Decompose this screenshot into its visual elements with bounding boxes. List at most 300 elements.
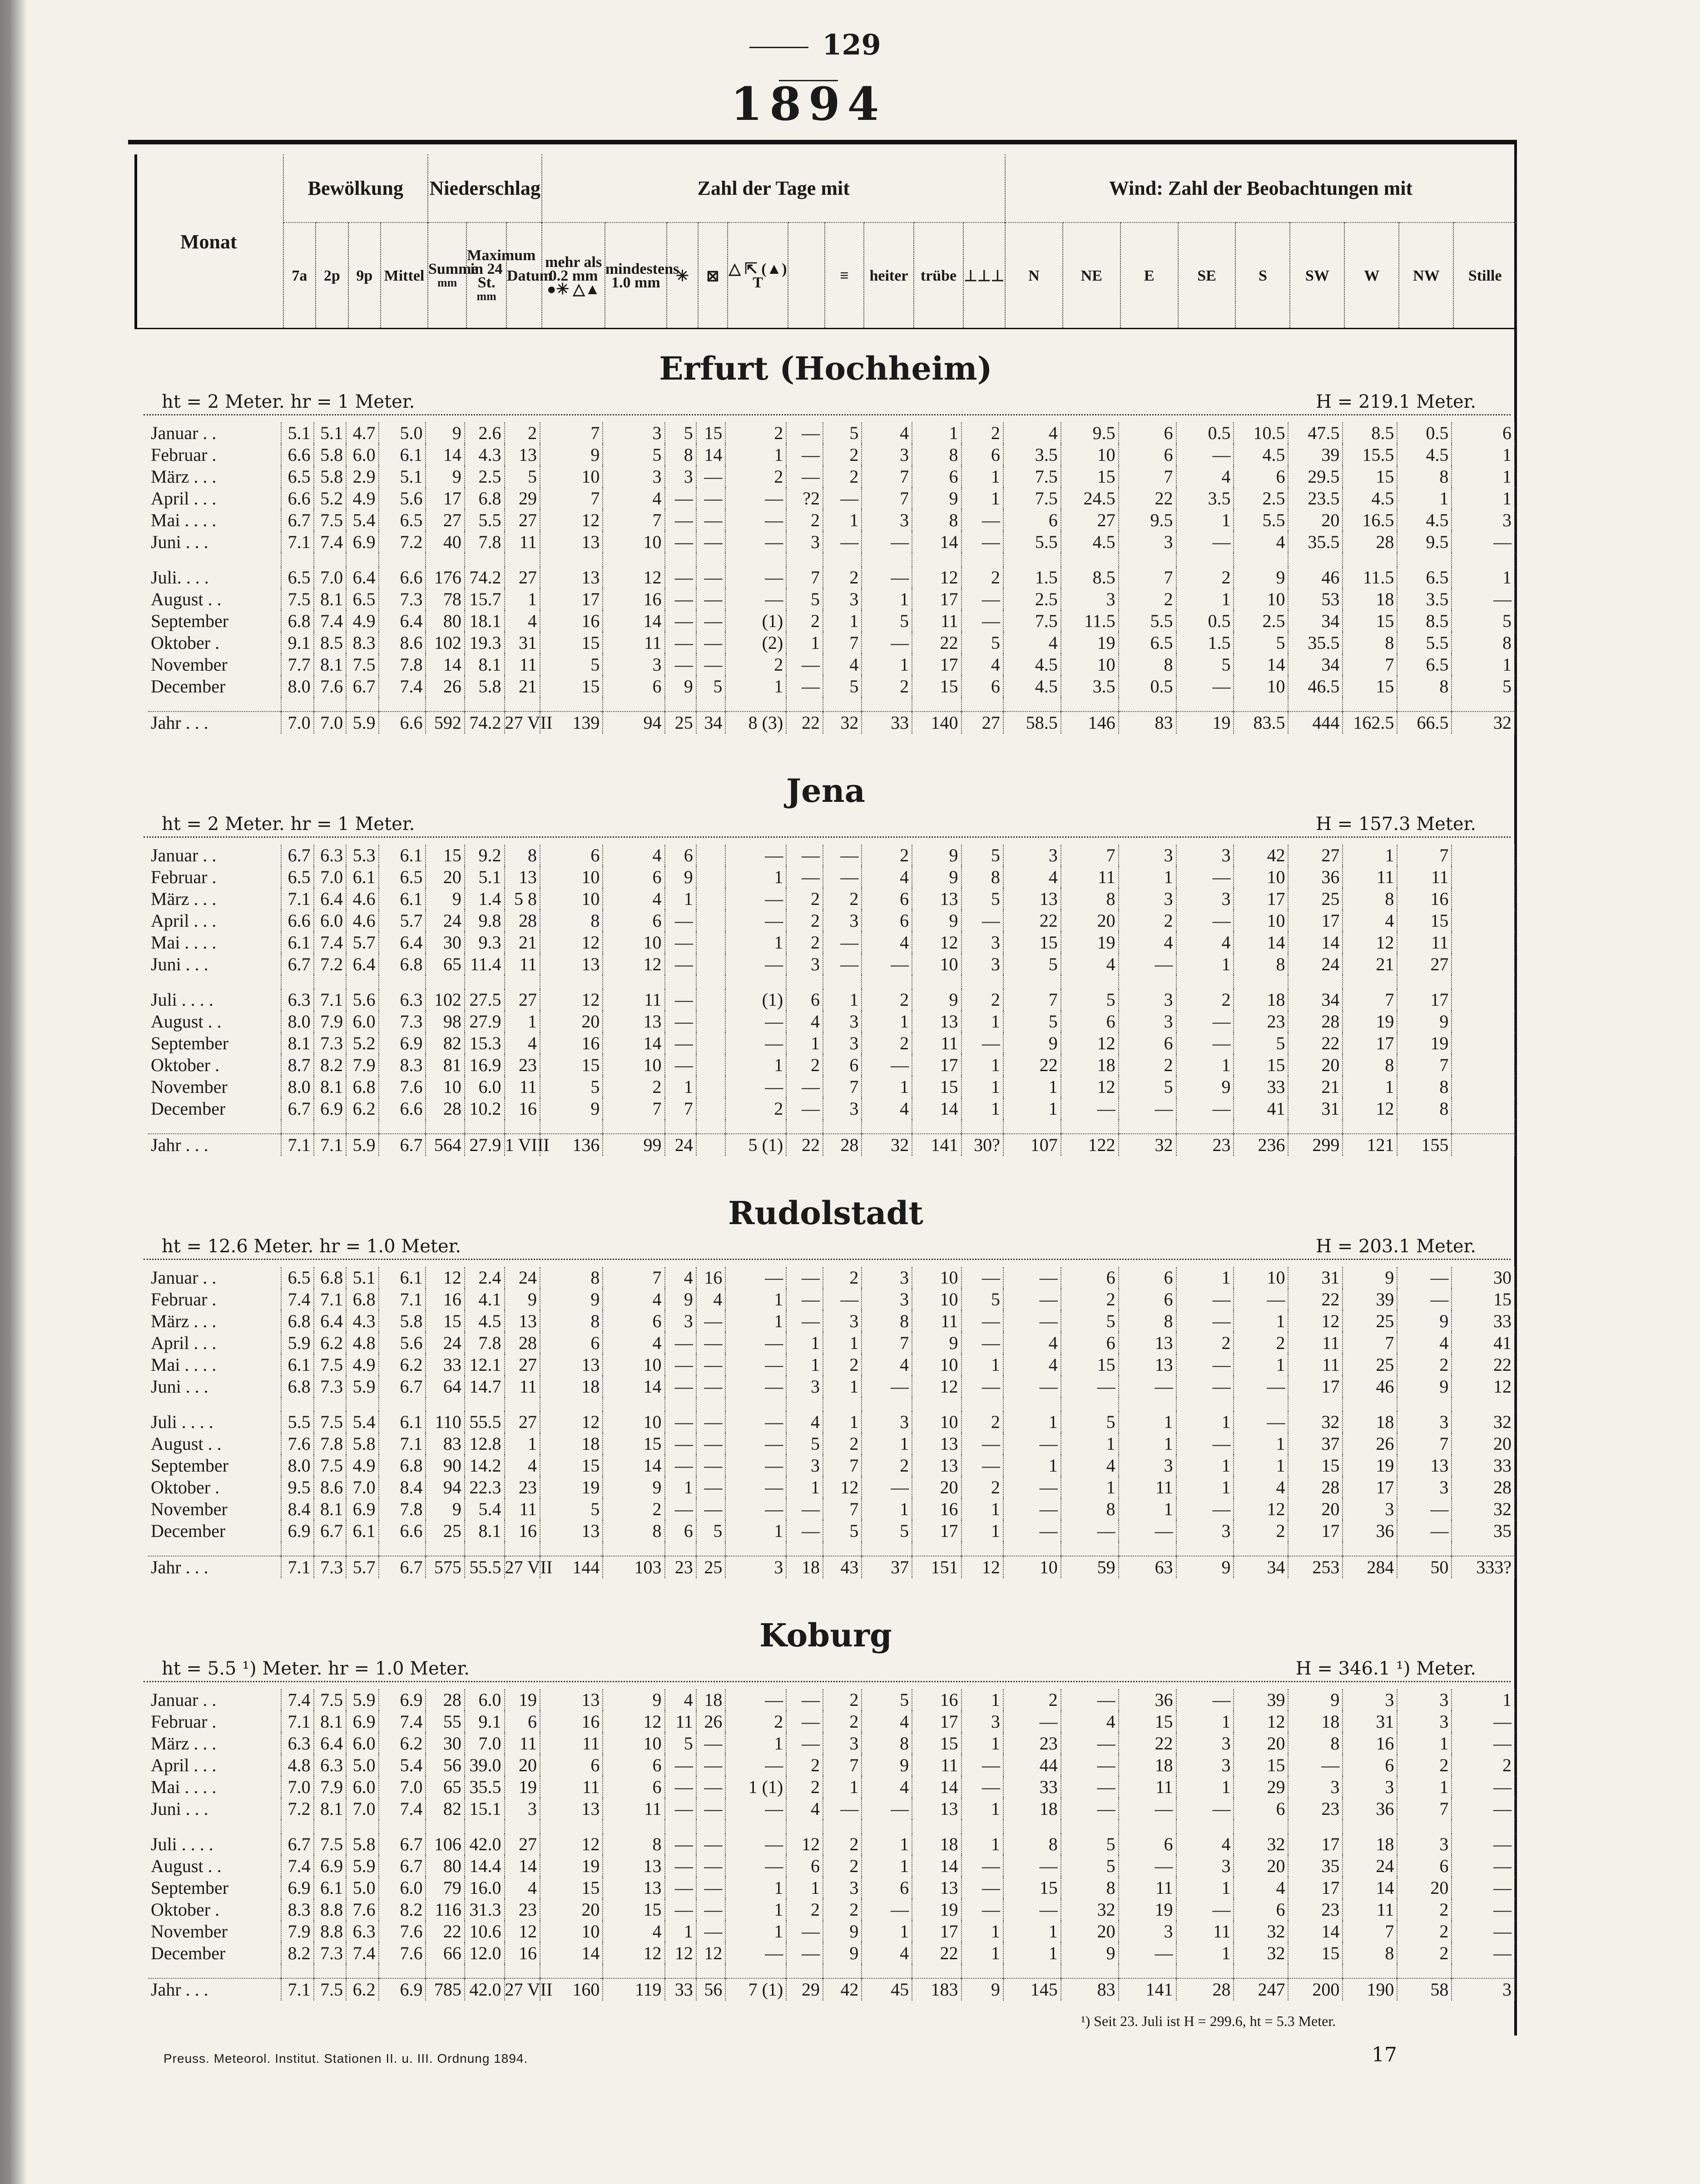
table-cell: 160 xyxy=(540,1978,603,2001)
table-cell: 30 xyxy=(426,932,464,954)
table-cell: 7.6 xyxy=(346,1899,379,1921)
table-cell: 17 xyxy=(1288,1520,1343,1542)
table-cell xyxy=(1288,1542,1343,1556)
table-cell xyxy=(912,1120,961,1134)
table-cell: 8 xyxy=(1343,632,1397,654)
table-row xyxy=(148,1776,1515,1798)
table-cell: 7.3 xyxy=(379,1011,426,1033)
table-cell: 2 xyxy=(786,888,823,910)
table-cell: 1 xyxy=(1061,1477,1119,1498)
table-cell: 9.2 xyxy=(465,845,505,866)
table-cell: 5 xyxy=(1061,989,1119,1011)
table-cell: 63 xyxy=(1119,1556,1176,1578)
table-cell: 6.7 xyxy=(379,1376,426,1398)
table-cell: 5 xyxy=(962,632,1003,654)
table-cell: 28 xyxy=(505,1332,540,1354)
table-cell: 13 xyxy=(603,1011,664,1033)
table-cell: 1 xyxy=(1176,1455,1234,1477)
col-mindestens-10: mindestens 1.0 mm xyxy=(605,222,667,329)
table-cell: 4 xyxy=(1176,932,1234,954)
table-cell: — xyxy=(962,1376,1003,1398)
table-cell: 10 xyxy=(1003,1556,1061,1578)
table-cell: 5 xyxy=(1061,1833,1119,1855)
table-cell: 3 xyxy=(1176,1754,1234,1776)
table-cell: 6.8 xyxy=(379,1455,426,1477)
table-cell xyxy=(314,1398,347,1411)
table-cell: 6 xyxy=(1397,1855,1452,1877)
table-cell: — xyxy=(725,509,786,531)
table-cell xyxy=(379,553,426,567)
table-cell: 7 xyxy=(1119,567,1176,588)
table-cell: — xyxy=(823,954,862,975)
table-cell: 7.4 xyxy=(281,1855,314,1877)
table-cell: 58.5 xyxy=(1003,712,1061,734)
table-cell: 1 xyxy=(1003,1076,1061,1098)
table-cell: 4 xyxy=(862,422,912,444)
table-cell: 15 xyxy=(1343,466,1397,488)
table-cell: 6.5 xyxy=(1119,632,1176,654)
table-cell: 9 xyxy=(426,422,464,444)
table-cell: 16 xyxy=(505,1098,540,1120)
table-cell: 32 xyxy=(1452,1498,1515,1520)
table-cell xyxy=(505,975,540,989)
table-cell: 3 xyxy=(725,1556,786,1578)
table-cell: 4 xyxy=(505,1877,540,1899)
table-cell: 6.3 xyxy=(314,1754,347,1776)
table-cell: 2 xyxy=(862,676,912,697)
table-cell xyxy=(696,1033,726,1054)
year-total-row xyxy=(148,1978,1515,2001)
table-cell: 5 xyxy=(1452,610,1515,632)
table-cell: 6.9 xyxy=(314,1098,347,1120)
table-cell xyxy=(665,975,696,989)
table-cell: 1 xyxy=(962,1921,1003,1942)
table-cell: — xyxy=(962,1899,1003,1921)
table-cell: 27 xyxy=(505,1411,540,1433)
table-cell xyxy=(1061,1542,1119,1556)
table-cell xyxy=(696,1054,726,1076)
table-cell: 4 xyxy=(603,1332,664,1354)
table-cell: 9 xyxy=(1288,1689,1343,1711)
table-cell: 8 xyxy=(1119,654,1176,676)
table-cell xyxy=(912,1964,961,1978)
table-cell: 23 xyxy=(505,1477,540,1498)
table-cell: 18 xyxy=(1234,989,1288,1011)
table-cell: 2 xyxy=(786,1054,823,1076)
table-cell xyxy=(1397,975,1452,989)
table-cell: — xyxy=(725,1855,786,1877)
table-cell: 33 xyxy=(426,1354,464,1376)
col-mehr-als-02: mehr als 0.2 mm ●✳ △▲ xyxy=(542,222,605,329)
table-cell: 11 xyxy=(1176,1921,1234,1942)
table-cell: 81 xyxy=(426,1054,464,1076)
table-cell: 37 xyxy=(862,1556,912,1578)
table-cell: 6 xyxy=(912,466,961,488)
table-cell: 4.5 xyxy=(1397,509,1452,531)
table-cell: 1 xyxy=(505,588,540,610)
table-cell: 8 (3) xyxy=(725,712,786,734)
table-cell: 2 xyxy=(725,1711,786,1733)
table-cell: 6.4 xyxy=(314,888,347,910)
table-cell: 3 xyxy=(1119,888,1176,910)
table-cell: 2 xyxy=(505,422,540,444)
table-cell: 5 xyxy=(862,610,912,632)
table-cell: — xyxy=(696,488,726,509)
table-cell: 5.1 xyxy=(314,422,347,444)
table-cell: 34 xyxy=(1234,1556,1288,1578)
table-cell: 12 xyxy=(1288,1310,1343,1332)
table-cell: 24 xyxy=(1343,1855,1397,1877)
table-cell: 1 xyxy=(1176,1411,1234,1433)
table-cell: 4 xyxy=(1061,1711,1119,1733)
table-cell: 28 xyxy=(505,910,540,932)
table-cell: 1 xyxy=(862,1433,912,1455)
table-cell: 18 xyxy=(1343,1833,1397,1855)
table-cell: 11 xyxy=(1343,866,1397,888)
table-cell: 12 xyxy=(1452,1376,1515,1398)
table-cell: 8.5 xyxy=(314,632,347,654)
table-cell xyxy=(603,1120,664,1134)
table-cell: 8.3 xyxy=(346,632,379,654)
table-cell: 7.4 xyxy=(314,531,347,553)
table-cell: 24.5 xyxy=(1061,488,1119,509)
month-label: Oktober . xyxy=(148,1477,281,1498)
table-cell: — xyxy=(786,866,823,888)
table-cell: 7.4 xyxy=(379,676,426,697)
table-cell: 8 xyxy=(912,444,961,466)
table-cell: 14 xyxy=(1234,654,1288,676)
table-cell: 83 xyxy=(1119,712,1176,734)
table-cell: 1 xyxy=(665,1076,696,1098)
table-cell: 8 xyxy=(1397,466,1452,488)
table-cell: 7.4 xyxy=(346,1942,379,1964)
table-cell: 25 xyxy=(1288,888,1343,910)
table-cell xyxy=(148,1542,281,1556)
table-cell: 140 xyxy=(912,712,961,734)
table-cell: 7 xyxy=(603,1267,664,1289)
table-cell: 2 xyxy=(786,1776,823,1798)
table-cell: 6.9 xyxy=(314,1855,347,1877)
table-cell: 12 xyxy=(603,954,664,975)
table-cell xyxy=(1176,1398,1234,1411)
table-cell: — xyxy=(725,1011,786,1033)
table-cell: 6.8 xyxy=(281,610,314,632)
table-cell: 4.8 xyxy=(281,1754,314,1776)
table-cell: 9 xyxy=(540,444,603,466)
table-cell: 28 xyxy=(823,1134,862,1156)
table-cell: 1 xyxy=(1119,1498,1176,1520)
table-cell: — xyxy=(665,610,696,632)
table-cell: 3 xyxy=(823,588,862,610)
table-cell: 110 xyxy=(426,1411,464,1433)
table-cell: 27 VII xyxy=(505,1979,553,2000)
table-cell: 7.8 xyxy=(465,531,505,553)
table-cell: 7 xyxy=(1343,654,1397,676)
table-cell: 6.9 xyxy=(379,1033,426,1054)
table-cell xyxy=(465,1820,505,1833)
table-cell: 27 xyxy=(962,712,1003,734)
month-label: April . . . xyxy=(148,1332,281,1354)
table-cell: 7.6 xyxy=(281,1433,314,1455)
table-cell: 34 xyxy=(1288,989,1343,1011)
table-cell: 99 xyxy=(603,1134,664,1156)
table-cell: 20 xyxy=(505,1754,540,1776)
table-cell: 20 xyxy=(1288,1054,1343,1076)
table-cell: 9 xyxy=(912,910,961,932)
station-rule xyxy=(144,1681,1511,1682)
table-cell: 29.5 xyxy=(1288,466,1343,488)
table-cell: 2 xyxy=(786,509,823,531)
table-cell: 6.1 xyxy=(379,1411,426,1433)
table-cell: 8.1 xyxy=(314,1711,347,1733)
table-cell: 90 xyxy=(426,1455,464,1477)
table-cell: 6.5 xyxy=(379,866,426,888)
table-cell: 7.9 xyxy=(314,1011,347,1033)
table-cell: 16 xyxy=(696,1267,726,1289)
table-cell: 18 xyxy=(1343,588,1397,610)
table-cell: 7.5 xyxy=(314,1455,347,1477)
table-cell: 5 xyxy=(1119,1076,1176,1098)
table-cell: 13 xyxy=(540,1520,603,1542)
table-cell: 6.7 xyxy=(379,1134,426,1156)
table-cell: — xyxy=(696,1411,726,1433)
table-cell: 8 xyxy=(1119,1310,1176,1332)
table-cell: 7.4 xyxy=(314,610,347,632)
table-cell: — xyxy=(786,1921,823,1942)
table-cell: 11 xyxy=(540,1733,603,1754)
table-cell: 102 xyxy=(426,632,464,654)
table-cell: 7.0 xyxy=(281,712,314,734)
table-cell: 19 xyxy=(540,1855,603,1877)
table-cell: 3 xyxy=(1176,888,1234,910)
table-cell xyxy=(1343,697,1397,712)
table-cell: 26 xyxy=(1343,1433,1397,1455)
table-cell: 6.4 xyxy=(314,1733,347,1754)
table-cell: 6.9 xyxy=(346,531,379,553)
table-cell: 12 xyxy=(912,1376,961,1398)
table-cell xyxy=(540,553,603,567)
table-cell: — xyxy=(1176,1354,1234,1376)
month-label: Mai . . . . xyxy=(148,932,281,954)
table-cell: 9.3 xyxy=(465,932,505,954)
table-cell: 1.4 xyxy=(465,888,505,910)
table-cell: 18 xyxy=(696,1689,726,1711)
table-cell: 2 xyxy=(786,1754,823,1776)
table-cell: 12 xyxy=(1343,932,1397,954)
table-cell: 1 xyxy=(823,1376,862,1398)
table-cell: 22 xyxy=(912,1942,961,1964)
table-cell: 1 xyxy=(725,1921,786,1942)
table-cell: 14 xyxy=(912,1098,961,1120)
table-cell: 4 xyxy=(1003,1354,1061,1376)
table-cell: 18 xyxy=(912,1833,961,1855)
table-cell: 236 xyxy=(1234,1134,1288,1156)
month-label: Juni . . . xyxy=(148,1798,281,1820)
table-cell: — xyxy=(823,866,862,888)
table-cell: — xyxy=(725,1754,786,1776)
table-cell: 1 xyxy=(665,888,696,910)
table-cell xyxy=(379,1542,426,1556)
table-cell: 7.7 xyxy=(281,654,314,676)
table-cell xyxy=(465,1398,505,1411)
table-cell: 31 xyxy=(505,632,540,654)
table-cell: 46.5 xyxy=(1288,676,1343,697)
col-9p: 9p xyxy=(348,222,381,329)
table-cell xyxy=(665,1120,696,1134)
table-cell: — xyxy=(786,1520,823,1542)
table-cell: — xyxy=(696,1776,726,1798)
table-cell: 2 xyxy=(725,1098,786,1120)
table-cell: 2.5 xyxy=(1003,588,1061,610)
table-cell: 3 xyxy=(1397,1833,1452,1855)
table-cell xyxy=(1003,1120,1061,1134)
table-cell: — xyxy=(1119,1798,1176,1820)
table-cell: 4 xyxy=(603,1921,664,1942)
table-cell: 5.7 xyxy=(379,910,426,932)
table-cell: 10 xyxy=(540,466,603,488)
table-cell: — xyxy=(1397,1267,1452,1289)
table-cell xyxy=(1343,975,1397,989)
table-cell: 12 xyxy=(540,932,603,954)
table-cell: 6.1 xyxy=(281,932,314,954)
table-cell: 16 xyxy=(1343,1733,1397,1754)
table-cell: — xyxy=(962,1455,1003,1477)
table-cell xyxy=(786,1542,823,1556)
table-cell xyxy=(962,1820,1003,1833)
table-cell: 4.5 xyxy=(1003,654,1061,676)
station-name: Rudolstadt xyxy=(728,1194,923,1232)
table-cell: 8.0 xyxy=(281,1455,314,1477)
table-cell: — xyxy=(1176,1033,1234,1054)
table-cell: 12.8 xyxy=(465,1433,505,1455)
table-cell: 6 xyxy=(603,1776,664,1798)
table-cell: 6 xyxy=(862,1877,912,1899)
table-cell: 58 xyxy=(1397,1978,1452,2001)
station-meta: ht = 5.5 ¹) Meter. hr = 1.0 Meter. xyxy=(162,1658,470,1679)
table-cell: — xyxy=(696,610,726,632)
table-cell: 35 xyxy=(1452,1520,1515,1542)
table-cell: 2 xyxy=(725,654,786,676)
table-cell: — xyxy=(1061,1776,1119,1798)
table-cell: 1 xyxy=(1061,1433,1119,1455)
table-cell: — xyxy=(962,1310,1003,1332)
table-cell: 32 xyxy=(862,1134,912,1156)
table-cell: 12 xyxy=(426,1267,464,1289)
table-row xyxy=(148,1076,1515,1098)
table-cell: 2 xyxy=(786,910,823,932)
table-cell: 15.1 xyxy=(465,1798,505,1820)
table-cell: 18 xyxy=(540,1376,603,1398)
table-cell: 15 xyxy=(912,1733,961,1754)
table-cell xyxy=(505,553,540,567)
table-cell: 4 xyxy=(505,1455,540,1477)
table-cell: 1 (1) xyxy=(725,1776,786,1798)
table-cell: 33 xyxy=(1234,1076,1288,1098)
table-cell: 8.0 xyxy=(281,676,314,697)
table-cell: 1 xyxy=(862,1921,912,1942)
table-cell: 3 xyxy=(1343,1498,1397,1520)
table-cell: — xyxy=(1119,1098,1176,1120)
table-cell: 6.1 xyxy=(346,1520,379,1542)
month-label: April . . . xyxy=(148,1754,281,1776)
table-cell: 4 xyxy=(1397,1332,1452,1354)
table-cell: 7.5 xyxy=(314,1978,347,2001)
table-cell: 4 xyxy=(603,845,664,866)
table-cell: 1 xyxy=(1452,466,1515,488)
table-cell: 145 xyxy=(1003,1978,1061,2001)
table-cell xyxy=(696,932,726,954)
table-cell: 6 xyxy=(862,888,912,910)
table-cell: 17 xyxy=(1288,910,1343,932)
table-cell xyxy=(426,1820,464,1833)
table-cell: 1 xyxy=(1397,1733,1452,1754)
table-cell: 11 xyxy=(505,654,540,676)
table-cell: 4 xyxy=(1119,932,1176,954)
table-cell: 37 xyxy=(1288,1433,1343,1455)
table-cell: 0.5 xyxy=(1397,422,1452,444)
table-cell: 44 xyxy=(1003,1754,1061,1776)
table-cell: 1 xyxy=(1234,1433,1288,1455)
table-cell: 17 xyxy=(1234,888,1288,910)
table-cell: 7 xyxy=(1343,1921,1397,1942)
table-cell: 3 xyxy=(603,466,664,488)
table-cell: 11 xyxy=(1288,1332,1343,1354)
table-cell: 7.5 xyxy=(314,1411,347,1433)
table-cell: 41 xyxy=(1234,1098,1288,1120)
table-cell xyxy=(426,975,464,989)
table-cell xyxy=(465,1542,505,1556)
table-cell: 28 xyxy=(426,1098,464,1120)
table-cell: 6.7 xyxy=(379,1855,426,1877)
table-cell: 5.1 xyxy=(346,1267,379,1289)
month-label: September xyxy=(148,1455,281,1477)
table-cell: 1 xyxy=(862,1076,912,1098)
table-cell: — xyxy=(665,509,696,531)
table-cell: (1) xyxy=(725,610,786,632)
table-cell: 28 xyxy=(426,1689,464,1711)
table-cell: 32 xyxy=(1234,1921,1288,1942)
table-cell: 6.0 xyxy=(346,444,379,466)
table-cell: — xyxy=(725,488,786,509)
table-cell: 8 xyxy=(540,1310,603,1332)
table-cell: 5 xyxy=(862,1689,912,1711)
table-cell: 27 xyxy=(505,1354,540,1376)
table-cell: — xyxy=(696,1899,726,1921)
table-cell: 10.6 xyxy=(465,1921,505,1942)
table-cell: 15 xyxy=(1119,1711,1176,1733)
table-cell: 2 xyxy=(962,1411,1003,1433)
table-cell: 13 xyxy=(603,1877,664,1899)
table-cell: 6.0 xyxy=(314,910,347,932)
table-cell xyxy=(148,553,281,567)
month-label: September xyxy=(148,1033,281,1054)
table-cell: 5 xyxy=(823,1520,862,1542)
table-cell: 5 xyxy=(1061,1310,1119,1332)
table-cell: 11 xyxy=(505,531,540,553)
table-cell xyxy=(465,975,505,989)
table-cell: — xyxy=(725,1033,786,1054)
scan-edge-shadow xyxy=(0,0,27,2184)
table-cell xyxy=(1452,1033,1515,1054)
table-cell: 22 xyxy=(1288,1289,1343,1310)
table-cell: — xyxy=(1119,954,1176,975)
table-cell: — xyxy=(696,466,726,488)
table-cell: 2 xyxy=(962,422,1003,444)
table-cell xyxy=(665,553,696,567)
table-cell: 7.2 xyxy=(281,1798,314,1820)
col-maximum: Maximum in 24 St. mm xyxy=(466,222,506,329)
table-cell: 82 xyxy=(426,1033,464,1054)
